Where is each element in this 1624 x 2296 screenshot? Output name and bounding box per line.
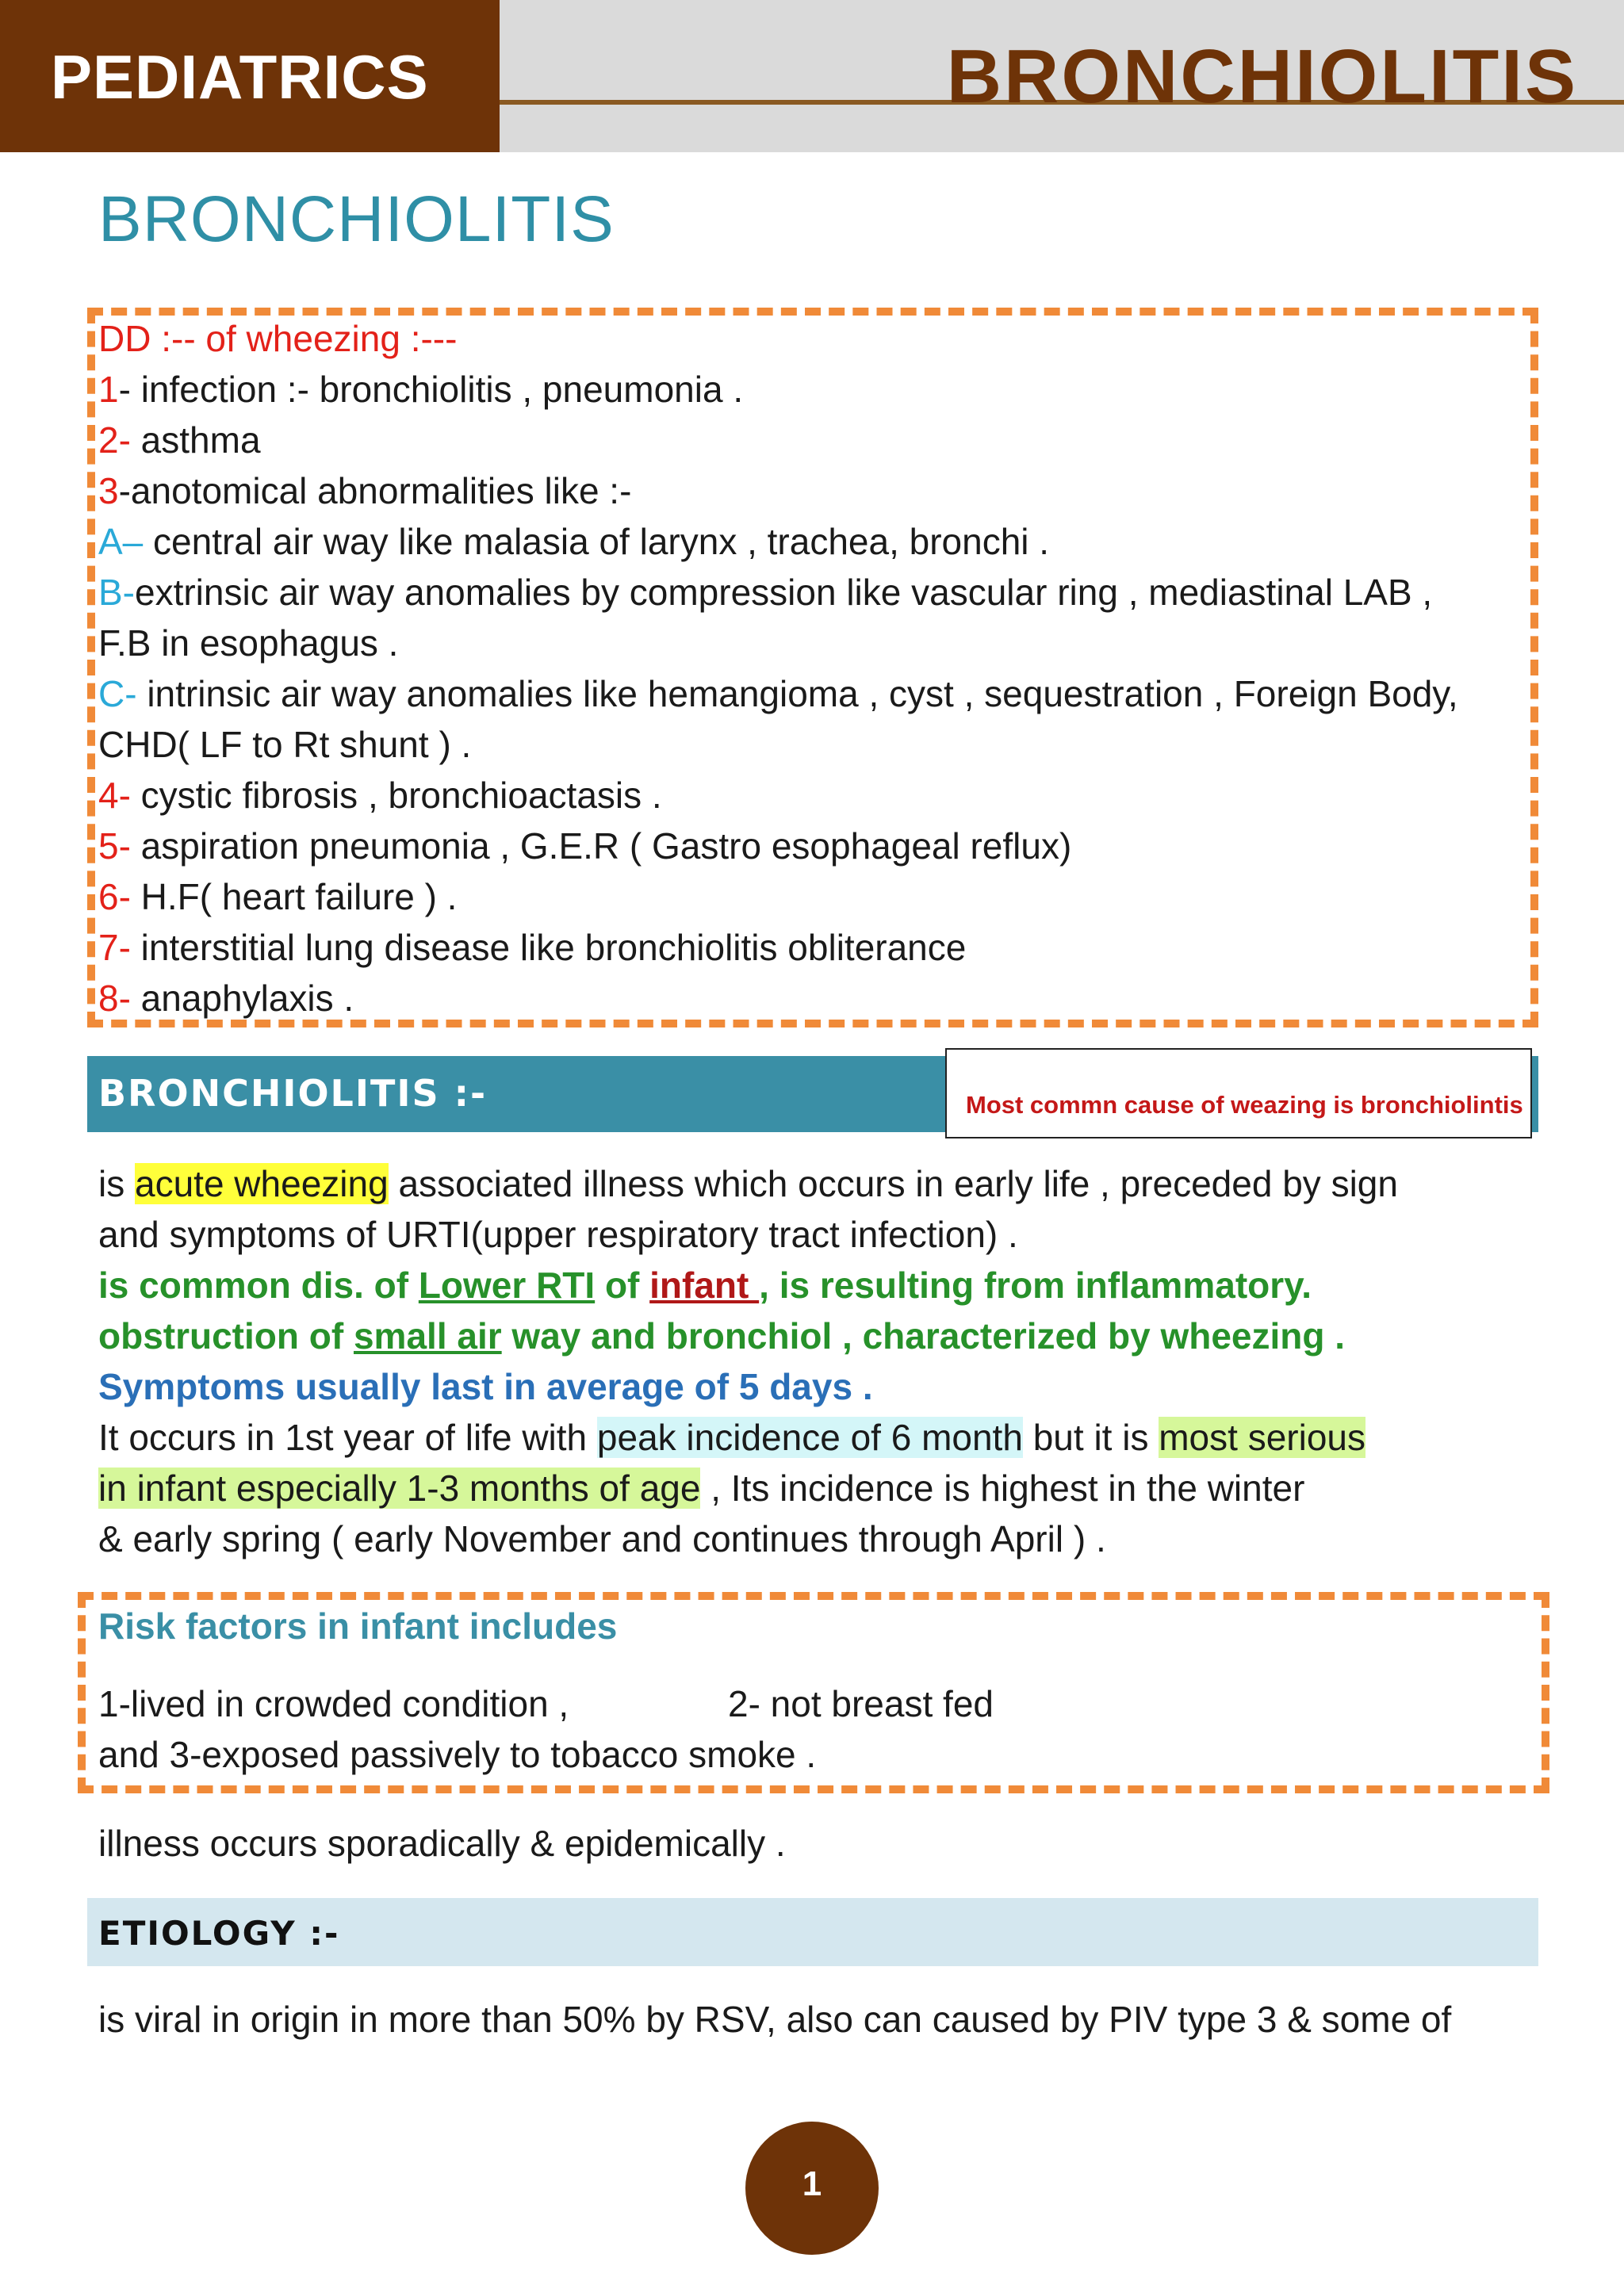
dd-text: -anotomical abnormalities like :- <box>118 470 632 511</box>
page-title: BRONCHIOLITIS <box>98 183 615 255</box>
section-heading-bronchiolitis: BRONCHIOLITIS :- <box>98 1072 488 1115</box>
dd-text: extrinsic air way anomalies by compression like vascular ring , mediastinal LAB , <box>135 572 1433 613</box>
text-run: of <box>595 1265 650 1306</box>
dd-text: central air way like malasia of larynx , trachea, bronchi . <box>143 521 1050 562</box>
dd-marker: 6- <box>98 876 131 917</box>
dd-text: H.F( heart failure ) . <box>130 876 458 917</box>
text-run: way and bronchiol , characterized by wheezing . <box>501 1315 1346 1357</box>
dd-marker: B- <box>98 572 135 613</box>
dd-marker: A– <box>98 521 144 562</box>
dd-text: F.B in esophagus . <box>98 622 399 664</box>
dd-item <box>98 774 662 817</box>
dd-item <box>98 825 1071 867</box>
dd-marker: C- <box>98 673 137 714</box>
risk-factors-title: Risk factors in infant includes <box>98 1605 618 1647</box>
body-line: and symptoms of URTI(upper respiratory tract infection) . <box>98 1214 1018 1255</box>
text-run: , Its incidence is highest in the winter <box>700 1468 1305 1509</box>
underlined-term: infant <box>649 1265 760 1306</box>
header-specialty: PEDIATRICS <box>51 42 429 112</box>
dd-item <box>98 571 1432 614</box>
text-run: associated illness which occurs in early life , preceded by sign <box>388 1163 1398 1204</box>
text-run: obstruction of <box>98 1315 354 1357</box>
dd-text: - infection :- bronchiolitis , pneumonia . <box>118 369 744 410</box>
dd-text: CHD( LF to Rt shunt ) . <box>98 724 472 765</box>
section-heading-etiology: ETIOLOGY :- <box>98 1914 340 1953</box>
dd-item <box>98 520 1049 563</box>
text-run: It occurs in 1st year of life with <box>98 1417 597 1458</box>
page-number: 1 <box>802 2164 822 2203</box>
dd-item <box>98 469 631 512</box>
dd-text: anaphylaxis . <box>130 978 354 1019</box>
text-run: is common dis. of <box>98 1265 419 1306</box>
body-line: & early spring ( early November and continues through April ) . <box>98 1518 1106 1559</box>
risk-factor-2: 2- not breast fed <box>728 1683 994 1724</box>
text-run: , is resulting from inflammatory. <box>759 1265 1312 1306</box>
dd-item <box>98 672 1458 715</box>
header-topic: BRONCHIOLITIS <box>946 34 1578 119</box>
differential-diagnosis-box <box>87 308 1538 1027</box>
dd-item <box>98 977 354 1020</box>
body-line <box>98 1162 1398 1205</box>
risk-factor-1: 1-lived in crowded condition , <box>98 1683 569 1724</box>
dd-item <box>98 419 261 461</box>
dd-marker: 8- <box>98 978 131 1019</box>
body-line <box>98 1416 1365 1459</box>
dd-item <box>98 926 966 969</box>
underlined-term: Lower RTI <box>418 1265 596 1306</box>
annotation-text: Most commn cause of weazing is bronchiolintis <box>966 1091 1523 1119</box>
body-line: Symptoms usually last in average of 5 days . <box>98 1366 873 1407</box>
dd-title: DD :-- of wheezing :--- <box>98 318 458 359</box>
dd-marker: 5- <box>98 825 131 867</box>
dd-item <box>98 368 743 411</box>
highlight-peak-incidence: peak incidence of 6 month <box>596 1417 1023 1458</box>
dd-text: interstitial lung disease like bronchiolitis obliterance <box>130 927 967 968</box>
dd-text: asthma <box>130 419 261 461</box>
highlight-infant-age: in infant especially 1-3 months of age <box>98 1468 701 1509</box>
dd-marker: 2- <box>98 419 131 461</box>
dd-marker: 3 <box>98 470 119 511</box>
dd-item <box>98 723 471 766</box>
underlined-term: small air <box>353 1315 502 1357</box>
dd-text: cystic fibrosis , bronchioactasis . <box>130 775 662 816</box>
dd-marker: 4- <box>98 775 131 816</box>
dd-text: aspiration pneumonia , G.E.R ( Gastro esophageal reflux) <box>130 825 1072 867</box>
body-line: illness occurs sporadically & epidemically . <box>98 1823 786 1864</box>
body-line: is viral in origin in more than 50% by RSV, also can caused by PIV type 3 & some of <box>98 1999 1452 2040</box>
body-line <box>98 1314 1345 1357</box>
body-line <box>98 1264 1312 1307</box>
body-line <box>98 1467 1304 1510</box>
dd-item <box>98 622 398 664</box>
highlight-acute-wheezing: acute wheezing <box>135 1163 389 1204</box>
risk-factor-3: and 3-exposed passively to tobacco smoke . <box>98 1734 817 1775</box>
text-run: but it is <box>1022 1417 1159 1458</box>
text-run: is <box>98 1163 135 1204</box>
dd-item <box>98 875 457 918</box>
dd-text: intrinsic air way anomalies like hemangioma , cyst , sequestration , Foreign Body, <box>136 673 1458 714</box>
dd-marker: 7- <box>98 927 131 968</box>
dd-marker: 1 <box>98 369 119 410</box>
highlight-most-serious: most serious <box>1159 1417 1365 1458</box>
